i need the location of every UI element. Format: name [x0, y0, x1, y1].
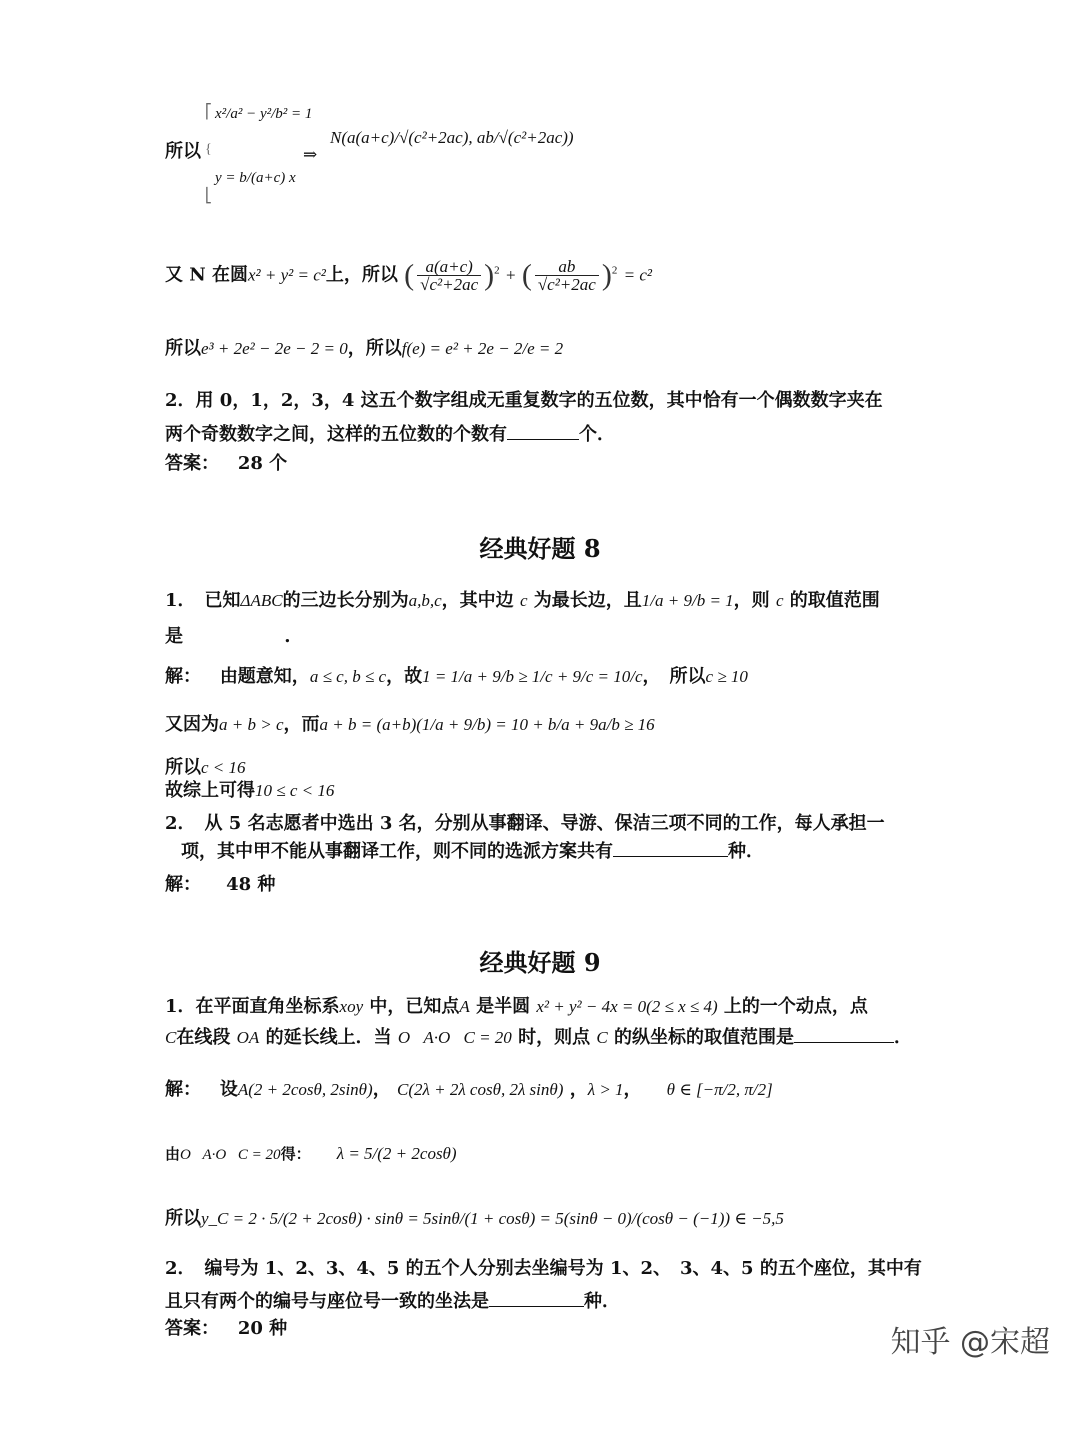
fe-equation: f(e) = e² + 2e − 2/e = 2: [401, 339, 564, 358]
s9-q1-line1: 1．在平面直角坐标系xoy 中，已知点A 是半圆 x² + y² − 4x = 0(2 ≤ x ≤ 4) 上的一个动点，点: [165, 996, 868, 1017]
equation-system: ⎡ { ⎣ x²/a² − y²/b² = 1 y = b/(a+c) x: [205, 105, 313, 204]
lambda-expression: λ = 5/(2 + 2cosθ): [336, 1144, 457, 1163]
condition-equation: 1/a + 9/b = 1: [641, 591, 734, 610]
prev-q2-line2: 两个奇数数字之间，这样的五位数的个数有 个．: [165, 424, 615, 445]
s8-solution-line1: 解： 由题意知，a ≤ c, b ≤ c，故1 = 1/a + 9/b ≥ 1/c + 9/c = 10/c， 所以c ≥ 10: [165, 666, 748, 687]
s9-solution-line3: 所以y_C = 2 · 5/(2 + 2cosθ) · sinθ = 5sinθ/(1 + cosθ) = 5(sinθ − 0)/(cosθ − (−1)) ∈ −5,5: [165, 1208, 784, 1229]
s9-q2-line2: 且只有两个的编号与座位号一致的坐法是 种．: [165, 1291, 620, 1312]
sum-expression: a + b = (a+b)(1/a + 9/b) = 10 + b/a + 9a/b ≥ 16: [319, 715, 655, 734]
theta-range: θ ∈ [−π/2, π/2]: [666, 1080, 773, 1099]
cubic-equation: e³ + 2e² − 2e − 2 = 0: [201, 339, 348, 358]
point-N-expression: N(a(a+c)/√(c²+2ac), ab/√(c²+2ac)): [330, 128, 574, 147]
cubic-line: 所以e³ + 2e² − 2e − 2 = 0，所以f(e) = e² + 2e − 2/e = 2: [165, 338, 564, 359]
dot-product-condition: O⃗A·O⃗C = 20: [397, 1028, 512, 1047]
s9-solution-line2: 由O⃗A·O⃗C = 20得： λ = 5/(2 + 2cosθ): [165, 1144, 457, 1163]
so-label: 所以: [165, 141, 201, 162]
prev-answer: 答案： 28 个: [165, 453, 288, 474]
answer-blank: [507, 425, 579, 440]
answer-blank: [613, 842, 728, 857]
s9-answer: 答案： 20 种: [165, 1318, 288, 1339]
s8-solution-line2: 又因为a + b > c，而a + b = (a+b)(1/a + 9/b) = 10 + b/a + 9a/b ≥ 16: [165, 714, 655, 735]
s8-q1-line2: 是 .: [165, 626, 291, 647]
s8-q2-line2: 项，其中甲不能从事翻译工作，则不同的选派方案共有 种．: [181, 841, 764, 862]
yc-expression: y_C = 2 · 5/(2 + 2cosθ) · sinθ = 5sinθ/(1 + cosθ) = 5(sinθ − 0)/(cosθ − (−1)) ∈ −5,5: [201, 1209, 784, 1228]
circle-equation: x² + y² = c²: [248, 265, 326, 285]
s9-q2-line1: 2． 编号为 1、2、3、4、5 的五个人分别去坐编号为 1、2、 3、4、5 的五个座位，其中有: [165, 1258, 922, 1279]
inequality-chain: 1 = 1/a + 9/b ≥ 1/c + 9/c = 10/c: [422, 667, 643, 686]
s8-q2-line1: 2． 从 5 名志愿者中选出 3 名，分别从事翻译、导游、保洁三项不同的工作，每人承担一: [165, 813, 885, 834]
point-A-param: A(2 + 2cosθ, 2sinθ): [237, 1080, 373, 1099]
answer-blank: [794, 1028, 894, 1043]
s8-solution-line3: 所以c < 16: [165, 757, 246, 778]
zhihu-watermark: 知乎 @宋超: [890, 1325, 1050, 1360]
circle-line: 又 N 在圆x² + y² = c²上，所以 ( $\frac{a(a+c)}{\text{√c²+2ac}}$ )$^2$ + ( $\frac{ab}{\text{√c²+2ac}}$ )$^2$ = c²: [165, 257, 652, 294]
s8-q2-solution: 解： 48 种: [165, 874, 276, 895]
point-C-param: C(2λ + 2λ cosθ, 2λ sinθ): [396, 1080, 564, 1099]
section-9-title: 经典好题 9: [479, 948, 601, 977]
answer-blank: [489, 1292, 584, 1307]
prev-q2-line1: 2．用 0，1，2，3，4 这五个数字组成无重复数字的五位数，其中恰有一个偶数数字夹在: [165, 390, 883, 411]
implies-arrow: ⇒: [303, 145, 318, 164]
s9-q1-line2: C在线段 OA 的延长线上．当 O⃗A·O⃗C = 20 时，则点 C 的纵坐标的取值范围是 ．: [165, 1027, 912, 1048]
s8-solution-line4: 故综上可得10 ≤ c < 16: [165, 780, 335, 801]
section-8-title: 经典好题 8: [479, 534, 601, 563]
line-equation: y = b/(a+c) x: [215, 170, 296, 186]
s8-q1-line1: 1． 已知ΔABC的三边长分别为a,b,c，其中边 c 为最长边，且1/a + 9/b = 1，则 c 的取值范围: [165, 590, 880, 611]
hyperbola-equation: x²/a² − y²/b² = 1: [215, 106, 313, 122]
semicircle-equation: x² + y² − 4x = 0(2 ≤ x ≤ 4): [536, 997, 718, 1016]
s9-solution-line1: 解： 设A(2 + 2cosθ, 2sinθ)， C(2λ + 2λ cosθ, 2λ sinθ) ，λ > 1， θ ∈ [−π/2, π/2]: [165, 1079, 773, 1100]
